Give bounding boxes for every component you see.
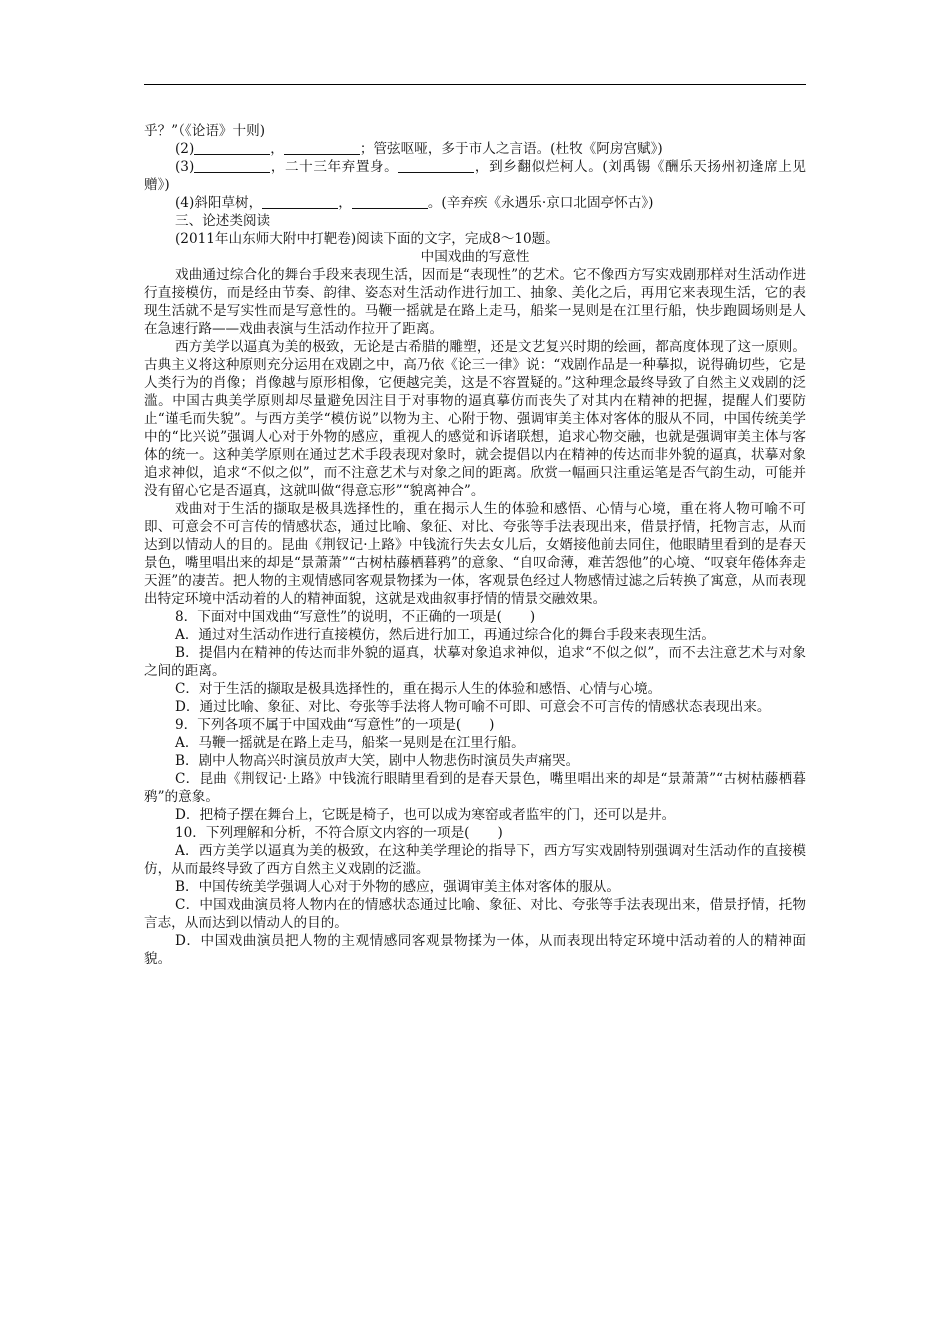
question-stem: 8．下面对中国戏曲“写意性”的说明，不正确的一项是( ) xyxy=(175,609,536,625)
question-option: D．通过比喻、象征、对比、夸张等手法将人物可喻不可即、可意会不可言传的情感状态表现出来。 xyxy=(175,699,771,715)
answer-blank[interactable] xyxy=(194,159,270,173)
section-instructions: (2011年山东师大附中打靶卷)阅读下面的文字，完成8～10题。 xyxy=(175,231,559,247)
answer-blank[interactable] xyxy=(284,141,360,155)
header-rule xyxy=(144,84,806,85)
document-page xyxy=(144,122,806,968)
question-option: B．提倡内在精神的传达而非外貌的逼真，状摹对象追求神似，追求“不似之似”，而不去注意艺术与对象之间的距离。 xyxy=(144,645,806,679)
question-option: A．通过对生活动作进行直接模仿，然后进行加工，再通过综合化的舞台手段来表现生活。 xyxy=(175,627,715,643)
question-option: C．中国戏曲演员将人物内在的情感状态通过比喻、象征、对比、夸张等手法表现出来，借景抒情，托物言志，从而达到以情动人的目的。 xyxy=(144,897,806,931)
answer-blank[interactable] xyxy=(262,195,338,209)
answer-blank[interactable] xyxy=(398,159,474,173)
section-heading: 三、论述类阅读 xyxy=(175,213,271,229)
question-option: B．中国传统美学强调人心对于外物的感应，强调审美主体对客体的服从。 xyxy=(175,879,620,895)
passage-paragraph: 西方美学以逼真为美的极致，无论是古希腊的雕塑，还是文艺复兴时期的绘画，都高度体现了这一原则。古典主义将这种原则充分运用在戏剧之中，高乃依《论三一律》说：“戏剧作品是一种摹拟，说得确切些，它是人类行为的肖像；肖像越与原形相像，它便越完美，这是不容置疑的。”这种理念最终导致了自然主义戏剧的泛滥。中国古典美学原则却尽量避免因注目于对事物的逼真摹仿而丧失了对其内在精神的把握，提醒人们要防止“谨毛而失貌”。与西方美学“模仿说”以物为主、心附于物、强调审美主体对客体的服从不同，中国传统美学中的“比兴说”强调人心对于外物的感应，重视人的感觉和诉诸联想，追求心物交融，也就是强调审美主体与客体的统一。这种美学原则在通过艺术手段表现对象时，就会提倡以内在精神的传达而非外貌的逼真，状摹对象追求神似，追求“不似之似”，而不注意艺术与对象之间的距离。欣赏一幅画只注重运笔是否气韵生动，可能并没有留心它是否逼真，这就叫做“得意忘形”“貌离神合”。 xyxy=(144,339,806,499)
passage-paragraph: 戏曲对于生活的撷取是极具选择性的，重在揭示人生的体验和感悟、心情与心境，重在将人物可喻不可即、可意会不可言传的情感状态，通过比喻、象征、对比、夸张等手法表现出来，借景抒情，托物言志，从而达到以情动人的目的。昆曲《荆钗记·上路》中钱流行失去女儿后，女婿接他前去同住，他眼睛里看到的是春天景色，嘴里唱出来的却是“景萧萧”“古树枯藤栖暮鸦”的意象、“自叹命薄，难苦怨他”的心境、“叹衰年倦体奔走天涯”的凄苦。把人物的主观情感同客观景物揉为一体，客观景色经过人物感情过滤之后转换了寓意，从而表现出特定环境中活动着的人的精神面貌，这就是戏曲叙事抒情的情景交融效果。 xyxy=(144,501,806,607)
fill-line-4: (4)斜阳草树， ， 。(辛弃疾《永遇乐·京口北固亭怀古》) xyxy=(175,195,654,211)
answer-blank[interactable] xyxy=(194,141,270,155)
article-title: 中国戏曲的写意性 xyxy=(420,249,530,265)
question-option: C．对于生活的撷取是极具选择性的，重在揭示人生的体验和感悟、心情与心境。 xyxy=(175,681,662,697)
fill-line-2: (2) ， ；管弦呕哑，多于市人之言语。(杜牧《阿房宫赋》) xyxy=(175,141,663,157)
question-stem: 9．下列各项不属于中国戏曲“写意性”的一项是( ) xyxy=(175,717,495,733)
fill-line-3: (3) ，二十三年弃置身。 ，到乡翻似烂柯人。(刘禹锡《酬乐天扬州初逢席上见赠》) xyxy=(144,159,806,193)
fill-line-1: 乎？”（《论语》十则) xyxy=(144,123,265,139)
answer-blank[interactable] xyxy=(352,195,428,209)
question-option: D．中国戏曲演员把人物的主观情感同客观景物揉为一体，从而表现出特定环境中活动着的人的精神面貌。 xyxy=(144,933,806,967)
question-stem: 10．下列理解和分析，不符合原文内容的一项是( ) xyxy=(175,825,503,841)
question-option: D．把椅子摆在舞台上，它既是椅子，也可以成为寒窑或者监牢的门，还可以是井。 xyxy=(175,807,676,823)
question-option: A．西方美学以逼真为美的极致，在这种美学理论的指导下，西方写实戏剧特别强调对生活动作的直接模仿，从而最终导致了西方自然主义戏剧的泛滥。 xyxy=(144,843,806,877)
passage-paragraph: 戏曲通过综合化的舞台手段来表现生活，因而是“表现性”的艺术。它不像西方写实戏剧那样对生活动作进行直接模仿，而是经由节奏、韵律、姿态对生活动作进行加工、抽象、美化之后，再用它来表现生活，它的表现生活就不是写实性而是写意性的。马鞭一摇就是在路上走马，船桨一晃则是在江里行船，快步跑圆场则是人在急速行路——戏曲表演与生活动作拉开了距离。 xyxy=(144,267,806,337)
question-option: A．马鞭一摇就是在路上走马，船桨一晃则是在江里行船。 xyxy=(175,735,525,751)
question-option: C．昆曲《荆钗记·上路》中钱流行眼睛里看到的是春天景色，嘴里唱出来的却是“景萧萧”“古树枯藤栖暮鸦”的意象。 xyxy=(144,771,806,805)
question-option: B．剧中人物高兴时演员放声大笑，剧中人物悲伤时演员失声痛哭。 xyxy=(175,753,580,769)
